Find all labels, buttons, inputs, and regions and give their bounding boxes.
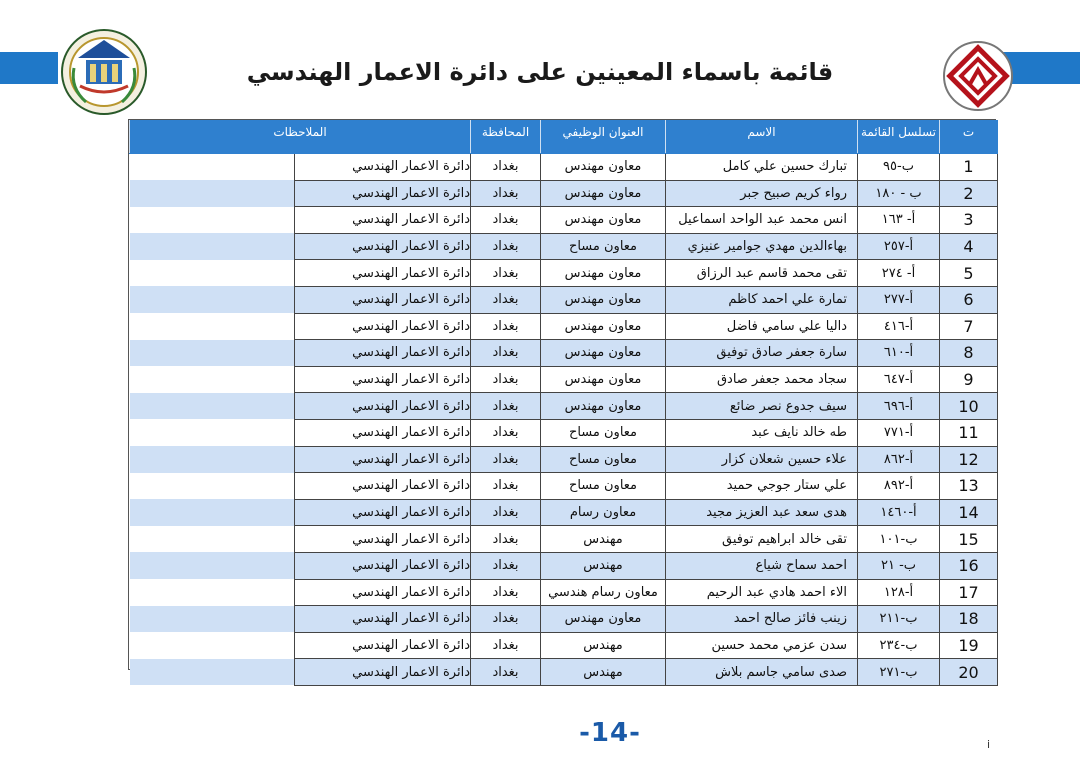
row-seq-cell: أ-١٢٨ (858, 579, 940, 606)
engineering-directorate-logo (942, 40, 1014, 112)
row-name-cell: بهاءالدين مهدي جوامير عنيزي (666, 233, 858, 260)
row-title-cell: مهندس (541, 659, 666, 686)
table-header-row (130, 121, 998, 154)
row-governorate-cell: بغداد (471, 207, 541, 234)
row-index-cell: 14 (940, 499, 998, 526)
row-name-cell: تقى محمد قاسم عبد الرزاق (666, 260, 858, 287)
row-governorate-cell: بغداد (471, 606, 541, 633)
row-title-cell: معاون مهندس (541, 180, 666, 207)
table-row (130, 366, 998, 393)
row-governorate-cell: بغداد (471, 499, 541, 526)
row-notes-cell: دائرة الاعمار الهندسي (295, 659, 471, 686)
row-empty-cell (130, 207, 295, 234)
table-row (130, 659, 998, 686)
row-seq-cell: أ-٦٤٧ (858, 366, 940, 393)
row-name-cell: طه خالد نايف عبد (666, 419, 858, 446)
row-empty-cell (130, 446, 295, 473)
row-title-cell: معاون رسام هندسي (541, 579, 666, 606)
row-title-cell: مهندس (541, 632, 666, 659)
row-name-cell: احمد سماح شياع (666, 552, 858, 579)
row-notes-cell: دائرة الاعمار الهندسي (295, 393, 471, 420)
row-seq-cell: أ-٢٥٧ (858, 233, 940, 260)
row-index-cell: 17 (940, 579, 998, 606)
row-notes-cell: دائرة الاعمار الهندسي (295, 473, 471, 500)
row-index-cell: 16 (940, 552, 998, 579)
row-governorate-cell: بغداد (471, 393, 541, 420)
row-name-cell: زينب فائز صالح احمد (666, 606, 858, 633)
row-notes-cell: دائرة الاعمار الهندسي (295, 499, 471, 526)
table-row (130, 606, 998, 633)
row-seq-cell: أ-٤١٦ (858, 313, 940, 340)
row-governorate-cell: بغداد (471, 552, 541, 579)
row-name-cell: رواء كريم صبيح جبر (666, 180, 858, 207)
row-name-cell: علي ستار جوجي حميد (666, 473, 858, 500)
row-index-cell: 5 (940, 260, 998, 287)
row-index-cell: 1 (940, 154, 998, 181)
row-title-cell: معاون مهندس (541, 286, 666, 313)
table-row (130, 446, 998, 473)
ministry-seal-logo (60, 28, 148, 116)
row-index-cell: 19 (940, 632, 998, 659)
row-governorate-cell: بغداد (471, 659, 541, 686)
row-governorate-cell: بغداد (471, 313, 541, 340)
row-notes-cell: دائرة الاعمار الهندسي (295, 340, 471, 367)
row-seq-cell: ب - ١٨٠ (858, 180, 940, 207)
row-empty-cell (130, 393, 295, 420)
row-notes-cell: دائرة الاعمار الهندسي (295, 233, 471, 260)
col-header-name: الاسم (666, 121, 858, 154)
table-row (130, 473, 998, 500)
table-row (130, 154, 998, 181)
row-index-cell: 7 (940, 313, 998, 340)
row-empty-cell (130, 366, 295, 393)
table-row (130, 499, 998, 526)
row-governorate-cell: بغداد (471, 446, 541, 473)
row-title-cell: معاون مهندس (541, 366, 666, 393)
row-governorate-cell: بغداد (471, 180, 541, 207)
row-seq-cell: أ-٢٧٧ (858, 286, 940, 313)
row-governorate-cell: بغداد (471, 632, 541, 659)
row-name-cell: صدى سامي جاسم بلاش (666, 659, 858, 686)
row-index-cell: 9 (940, 366, 998, 393)
row-index-cell: 12 (940, 446, 998, 473)
row-empty-cell (130, 632, 295, 659)
row-empty-cell (130, 526, 295, 553)
col-header-title: العنوان الوظيفي (541, 121, 666, 154)
row-notes-cell: دائرة الاعمار الهندسي (295, 180, 471, 207)
row-seq-cell: أ- ١٦٣ (858, 207, 940, 234)
row-notes-cell: دائرة الاعمار الهندسي (295, 313, 471, 340)
table-row (130, 233, 998, 260)
row-name-cell: انس محمد عبد الواحد اسماعيل (666, 207, 858, 234)
row-notes-cell: دائرة الاعمار الهندسي (295, 260, 471, 287)
row-governorate-cell: بغداد (471, 260, 541, 287)
row-empty-cell (130, 154, 295, 181)
header-band-left (0, 52, 58, 84)
row-name-cell: هدى سعد عبد العزيز مجيد (666, 499, 858, 526)
col-header-notes: الملاحظات (130, 121, 471, 154)
row-governorate-cell: بغداد (471, 366, 541, 393)
row-index-cell: 3 (940, 207, 998, 234)
row-name-cell: علاء حسين شعلان كزار (666, 446, 858, 473)
row-title-cell: مهندس (541, 552, 666, 579)
table-row (130, 579, 998, 606)
row-empty-cell (130, 499, 295, 526)
row-seq-cell: أ-٧٧١ (858, 419, 940, 446)
row-name-cell: سدن عزمي محمد حسين (666, 632, 858, 659)
row-name-cell: سجاد محمد جعفر صادق (666, 366, 858, 393)
row-seq-cell: ب-٩٥ (858, 154, 940, 181)
row-index-cell: 8 (940, 340, 998, 367)
table-row (130, 180, 998, 207)
row-notes-cell: دائرة الاعمار الهندسي (295, 419, 471, 446)
row-seq-cell: ب-١٠١ (858, 526, 940, 553)
row-notes-cell: دائرة الاعمار الهندسي (295, 286, 471, 313)
row-governorate-cell: بغداد (471, 154, 541, 181)
row-seq-cell: أ-٦٩٦ (858, 393, 940, 420)
page-number: -14- (579, 718, 641, 748)
table-row (130, 340, 998, 367)
row-seq-cell: أ-١٤٦٠ (858, 499, 940, 526)
row-seq-cell: ب-٢١١ (858, 606, 940, 633)
row-governorate-cell: بغداد (471, 286, 541, 313)
table-row (130, 632, 998, 659)
row-title-cell: معاون مساح (541, 446, 666, 473)
col-header-index: ت (940, 121, 998, 154)
row-empty-cell (130, 473, 295, 500)
row-seq-cell: ب-٢٧١ (858, 659, 940, 686)
row-title-cell: معاون مهندس (541, 154, 666, 181)
row-title-cell: معاون مهندس (541, 313, 666, 340)
row-governorate-cell: بغداد (471, 473, 541, 500)
row-notes-cell: دائرة الاعمار الهندسي (295, 579, 471, 606)
row-name-cell: داليا علي سامي فاضل (666, 313, 858, 340)
row-title-cell: معاون مهندس (541, 340, 666, 367)
employees-table (128, 119, 996, 682)
row-empty-cell (130, 340, 295, 367)
row-empty-cell (130, 260, 295, 287)
row-title-cell: معاون رسام (541, 499, 666, 526)
row-seq-cell: أ-٦١٠ (858, 340, 940, 367)
row-index-cell: 11 (940, 419, 998, 446)
corner-mark: i (987, 738, 991, 751)
row-empty-cell (130, 606, 295, 633)
row-notes-cell: دائرة الاعمار الهندسي (295, 606, 471, 633)
row-notes-cell: دائرة الاعمار الهندسي (295, 366, 471, 393)
row-title-cell: معاون مهندس (541, 207, 666, 234)
table-row (130, 526, 998, 553)
table-row (130, 313, 998, 340)
row-index-cell: 18 (940, 606, 998, 633)
row-title-cell: معاون مساح (541, 419, 666, 446)
table-row (130, 286, 998, 313)
row-name-cell: سارة جعفر صادق توفيق (666, 340, 858, 367)
row-empty-cell (130, 233, 295, 260)
row-seq-cell: ب- ٢١ (858, 552, 940, 579)
row-title-cell: معاون مهندس (541, 393, 666, 420)
row-seq-cell: أ- ٢٧٤ (858, 260, 940, 287)
row-index-cell: 4 (940, 233, 998, 260)
row-title-cell: مهندس (541, 526, 666, 553)
row-seq-cell: ب-٢٣٤ (858, 632, 940, 659)
row-title-cell: معاون مهندس (541, 606, 666, 633)
row-notes-cell: دائرة الاعمار الهندسي (295, 632, 471, 659)
row-title-cell: معاون مهندس (541, 260, 666, 287)
table-row (130, 393, 998, 420)
row-index-cell: 20 (940, 659, 998, 686)
row-notes-cell: دائرة الاعمار الهندسي (295, 552, 471, 579)
row-name-cell: الاء احمد هادي عبد الرحيم (666, 579, 858, 606)
row-name-cell: تقى خالد ابراهيم توفيق (666, 526, 858, 553)
row-empty-cell (130, 180, 295, 207)
row-index-cell: 15 (940, 526, 998, 553)
row-name-cell: تبارك حسين علي كامل (666, 154, 858, 181)
row-empty-cell (130, 313, 295, 340)
row-empty-cell (130, 579, 295, 606)
row-index-cell: 10 (940, 393, 998, 420)
page-title: قائمة باسماء المعينين على دائرة الاعمار الهندسي (246, 58, 834, 86)
row-governorate-cell: بغداد (471, 340, 541, 367)
table-row (130, 552, 998, 579)
row-empty-cell (130, 552, 295, 579)
row-index-cell: 2 (940, 180, 998, 207)
row-governorate-cell: بغداد (471, 526, 541, 553)
table-row (130, 419, 998, 446)
row-notes-cell: دائرة الاعمار الهندسي (295, 446, 471, 473)
row-index-cell: 13 (940, 473, 998, 500)
row-empty-cell (130, 659, 295, 686)
row-empty-cell (130, 286, 295, 313)
row-governorate-cell: بغداد (471, 579, 541, 606)
col-header-seq: تسلسل القائمة (858, 121, 940, 154)
row-name-cell: تمارة علي احمد كاظم (666, 286, 858, 313)
table-row (130, 207, 998, 234)
row-title-cell: معاون مساح (541, 473, 666, 500)
col-header-governorate: المحافظة (471, 121, 541, 154)
row-governorate-cell: بغداد (471, 233, 541, 260)
row-notes-cell: دائرة الاعمار الهندسي (295, 154, 471, 181)
row-notes-cell: دائرة الاعمار الهندسي (295, 207, 471, 234)
row-notes-cell: دائرة الاعمار الهندسي (295, 526, 471, 553)
row-index-cell: 6 (940, 286, 998, 313)
row-title-cell: معاون مساح (541, 233, 666, 260)
table-row (130, 260, 998, 287)
row-name-cell: سيف جدوع نصر ضائع (666, 393, 858, 420)
row-governorate-cell: بغداد (471, 419, 541, 446)
row-seq-cell: أ-٨٩٢ (858, 473, 940, 500)
row-empty-cell (130, 419, 295, 446)
row-seq-cell: أ-٨٦٢ (858, 446, 940, 473)
